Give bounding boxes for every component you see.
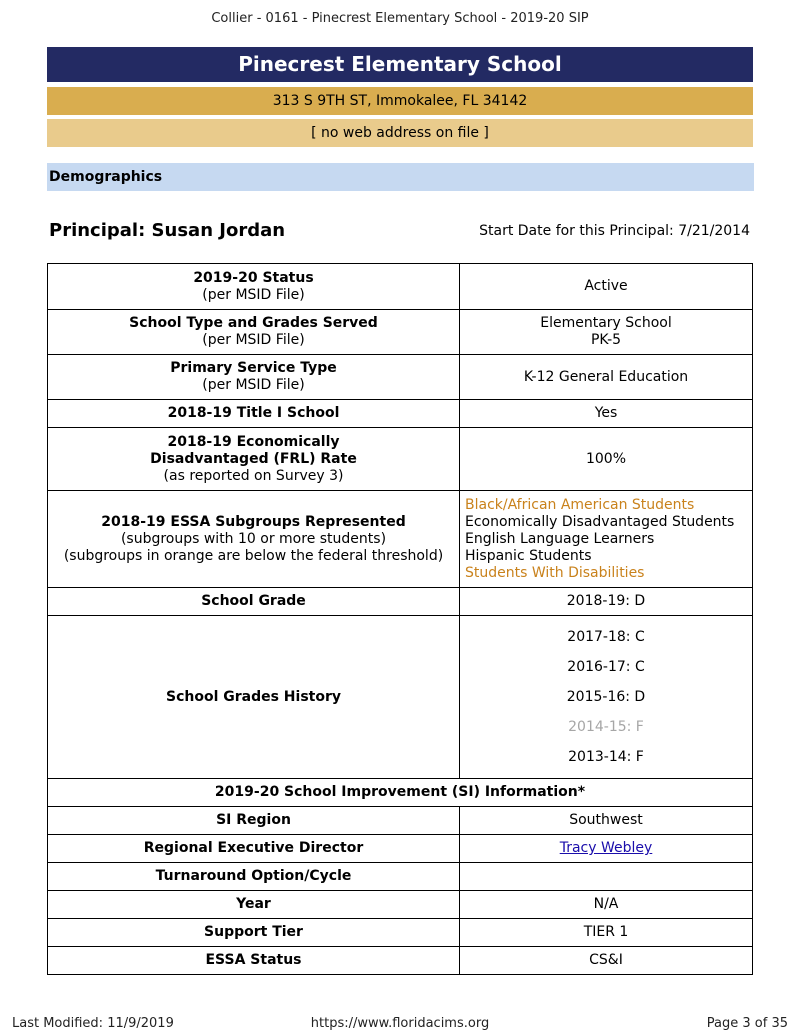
row-label — [48, 428, 460, 491]
label-text: School Type and Grades Served — [129, 315, 378, 331]
footer-page-number: Page 3 of 35 — [706, 1016, 788, 1031]
table-row — [48, 428, 753, 491]
table-row — [48, 919, 753, 947]
subgroup-item: Students With Disabilities — [465, 564, 645, 581]
row-label — [48, 264, 460, 310]
table-row — [48, 807, 753, 835]
label-text: Primary Service Type — [170, 360, 337, 376]
label-text: 2018-19 Economically — [167, 433, 340, 450]
table-row — [48, 891, 753, 919]
row-label: 2018-19 Title I School — [48, 400, 460, 428]
principal-start-date: Start Date for this Principal: 7/21/2014 — [479, 223, 750, 239]
principal-name: Principal: Susan Jordan — [49, 220, 286, 241]
history-item: 2016-17: C — [567, 659, 645, 675]
label-text: Disadvantaged (FRL) Rate — [150, 450, 357, 467]
table-row — [48, 947, 753, 975]
demographics-table — [47, 263, 753, 975]
table-row — [48, 310, 753, 355]
footer-last-modified: Last Modified: 11/9/2019 — [12, 1016, 174, 1031]
row-label: School Grades History — [48, 616, 460, 779]
label-text: 2018-19 ESSA Subgroups Represented — [101, 513, 406, 530]
row-value: 2018-19: D — [460, 588, 753, 616]
section-title-demographics: Demographics — [47, 163, 754, 191]
history-item: 2015-16: D — [566, 689, 646, 705]
table-row — [48, 355, 753, 400]
history-item: 2014-15: F — [568, 719, 644, 735]
footer-url: https://www.floridacims.org — [310, 1016, 490, 1031]
row-value — [460, 835, 753, 863]
table-row — [48, 400, 753, 428]
essa-subgroups-list — [460, 491, 753, 588]
row-value: Yes — [460, 400, 753, 428]
label-subtext: (subgroups in orange are below the federal threshold) — [63, 547, 444, 564]
label-subtext: (as reported on Survey 3) — [163, 467, 344, 484]
history-item: 2013-14: F — [568, 749, 644, 765]
row-value: TIER 1 — [460, 919, 753, 947]
table-row — [48, 491, 753, 588]
row-label — [48, 491, 460, 588]
director-link[interactable]: Tracy Webley — [559, 840, 653, 856]
subgroup-item: Black/African American Students — [465, 496, 695, 513]
table-row — [48, 588, 753, 616]
table-row — [48, 863, 753, 891]
table-row — [48, 779, 753, 807]
table-row — [48, 616, 753, 779]
school-web-banner: [ no web address on file ] — [47, 119, 753, 147]
row-label: ESSA Status — [48, 947, 460, 975]
row-value: CS&I — [460, 947, 753, 975]
label-subtext: (per MSID File) — [202, 332, 305, 348]
value-line: PK-5 — [590, 332, 622, 348]
row-value: N/A — [460, 891, 753, 919]
row-label: School Grade — [48, 588, 460, 616]
row-label — [48, 355, 460, 400]
row-label: SI Region — [48, 807, 460, 835]
row-value — [460, 863, 753, 891]
subgroup-item: English Language Learners — [465, 530, 655, 547]
row-value: 100% — [460, 428, 753, 491]
row-label: Regional Executive Director — [48, 835, 460, 863]
history-item: 2017-18: C — [567, 629, 645, 645]
table-row — [48, 835, 753, 863]
row-value: Southwest — [460, 807, 753, 835]
school-name-banner: Pinecrest Elementary School — [47, 47, 753, 82]
row-label: Turnaround Option/Cycle — [48, 863, 460, 891]
subgroup-item: Economically Disadvantaged Students — [465, 513, 735, 530]
value-line: Elementary School — [540, 315, 672, 331]
row-label: Year — [48, 891, 460, 919]
grade-history-list — [460, 616, 753, 779]
row-label: Support Tier — [48, 919, 460, 947]
label-text: 2019-20 Status — [193, 269, 314, 286]
row-value — [460, 310, 753, 355]
running-header: Collier - 0161 - Pinecrest Elementary School - 2019-20 SIP — [211, 11, 589, 26]
label-subtext: (subgroups with 10 or more students) — [120, 530, 387, 547]
row-value: K-12 General Education — [460, 355, 753, 400]
row-label — [48, 310, 460, 355]
subgroup-item: Hispanic Students — [465, 547, 592, 564]
label-subtext: (per MSID File) — [202, 286, 305, 303]
table-row — [48, 264, 753, 310]
si-section-header: 2019-20 School Improvement (SI) Information* — [48, 779, 753, 807]
school-address-banner: 313 S 9TH ST, Immokalee, FL 34142 — [47, 87, 753, 115]
label-subtext: (per MSID File) — [202, 377, 305, 393]
row-value: Active — [460, 264, 753, 310]
